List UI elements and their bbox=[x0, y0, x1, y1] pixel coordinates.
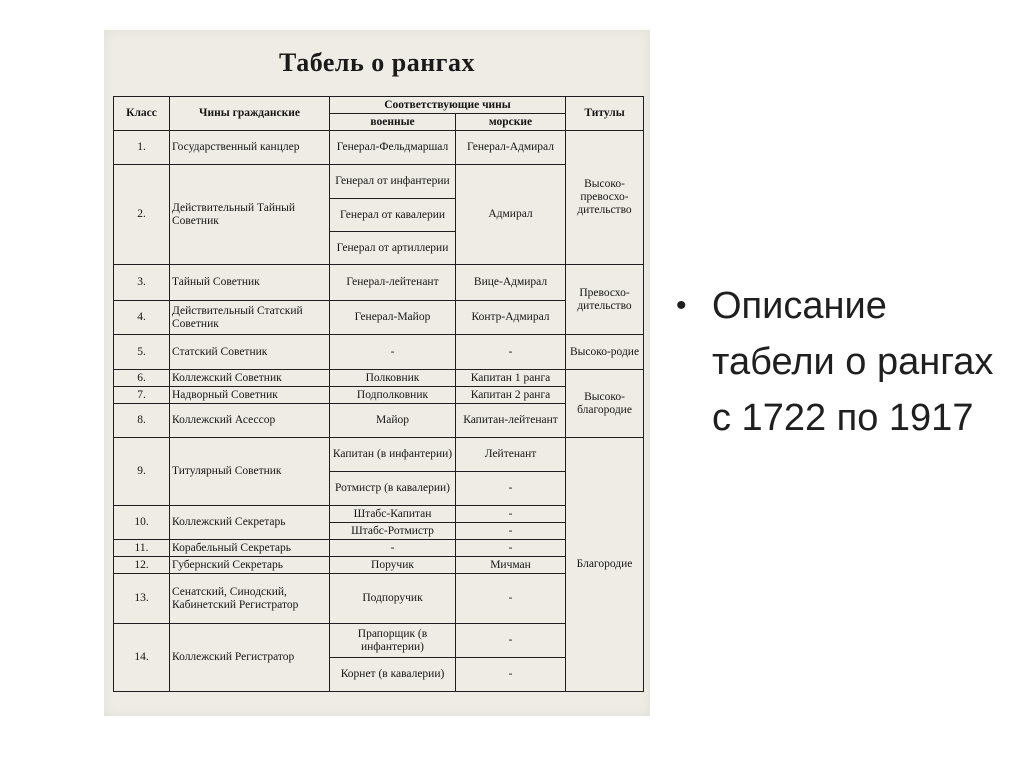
table-cell-klass: 12. bbox=[114, 557, 170, 574]
table-cell-civil: Сенатский, Синодский, Кабинетский Регистратор bbox=[170, 574, 330, 624]
table-cell-civil: Коллежский Советник bbox=[170, 370, 330, 387]
table-cell-civil: Коллежский Асессор bbox=[170, 404, 330, 438]
table-cell-military: Генерал от артиллерии bbox=[330, 232, 456, 265]
table-cell-klass: 2. bbox=[114, 165, 170, 265]
table-cell-klass: 5. bbox=[114, 335, 170, 370]
table-title: Табель о рангах bbox=[279, 48, 475, 77]
table-cell-naval: - bbox=[456, 523, 566, 540]
table-cell-military: - bbox=[330, 540, 456, 557]
title-cell: Высоко-родие bbox=[566, 335, 644, 370]
table-cell-military: Штабс-Капитан bbox=[330, 506, 456, 523]
header-military: военные bbox=[330, 114, 456, 131]
table-cell-klass: 6. bbox=[114, 370, 170, 387]
table-cell-naval: Генерал-Адмирал bbox=[456, 131, 566, 165]
table-cell-naval: - bbox=[456, 574, 566, 624]
table-cell-klass: 8. bbox=[114, 404, 170, 438]
table-cell-military: Генерал-Фельдмаршал bbox=[330, 131, 456, 165]
bullet-dot-icon: • bbox=[676, 289, 687, 322]
table-cell-military: Ротмистр (в кавалерии) bbox=[330, 472, 456, 506]
table-cell-naval: Контр-Адмирал bbox=[456, 301, 566, 335]
table-cell-military: Подпоручик bbox=[330, 574, 456, 624]
table-cell-naval: Мичман bbox=[456, 557, 566, 574]
table-cell-civil: Корабельный Секретарь bbox=[170, 540, 330, 557]
table-cell-military: Генерал-лейтенант bbox=[330, 265, 456, 301]
table-cell-civil: Надворный Советник bbox=[170, 387, 330, 404]
table-cell-klass: 4. bbox=[114, 301, 170, 335]
table-cell-military: Подполковник bbox=[330, 387, 456, 404]
table-cell-military: Корнет (в кавалерии) bbox=[330, 658, 456, 692]
header-klass: Класс bbox=[114, 97, 170, 131]
table-cell-military: Капитан (в инфантерии) bbox=[330, 438, 456, 472]
table-cell-naval: - bbox=[456, 506, 566, 523]
header-corresponding: Соответствующие чины bbox=[330, 97, 566, 114]
table-cell-klass: 1. bbox=[114, 131, 170, 165]
bullet-text: Описание табели о рангах с 1722 по 1917 bbox=[712, 285, 994, 439]
table-cell-military: Генерал от инфантерии bbox=[330, 165, 456, 199]
table-cell-civil: Губернский Секретарь bbox=[170, 557, 330, 574]
table-cell-civil: Действительный Статский Советник bbox=[170, 301, 330, 335]
table-cell-klass: 11. bbox=[114, 540, 170, 557]
table-cell-naval: - bbox=[456, 472, 566, 506]
table-cell-klass: 10. bbox=[114, 506, 170, 540]
table-cell-military: Полковник bbox=[330, 370, 456, 387]
title-cell: Высоко-превосхо-дительство bbox=[566, 131, 644, 265]
table-cell-naval: - bbox=[456, 540, 566, 557]
table-cell-naval: Лейтенант bbox=[456, 438, 566, 472]
table-cell-civil: Коллежский Регистратор bbox=[170, 624, 330, 692]
rank-table-scan bbox=[104, 30, 650, 716]
table-cell-military: Штабс-Ротмистр bbox=[330, 523, 456, 540]
title-cell: Превосхо-дительство bbox=[566, 265, 644, 335]
header-civil: Чины гражданские bbox=[170, 97, 330, 131]
table-cell-military: Генерал-Майор bbox=[330, 301, 456, 335]
table-cell-naval: Капитан 2 ранга bbox=[456, 387, 566, 404]
table-cell-civil: Титулярный Советник bbox=[170, 438, 330, 506]
table-cell-civil: Тайный Советник bbox=[170, 265, 330, 301]
table-cell-naval: - bbox=[456, 624, 566, 658]
title-cell: Благородие bbox=[566, 438, 644, 692]
table-cell-military: Прапорщик (в инфантерии) bbox=[330, 624, 456, 658]
table-cell-naval: - bbox=[456, 335, 566, 370]
header-titles: Титулы bbox=[566, 97, 644, 131]
table-cell-naval: Вице-Адмирал bbox=[456, 265, 566, 301]
rank-table bbox=[113, 96, 644, 692]
table-cell-civil: Государственный канцлер bbox=[170, 131, 330, 165]
table-cell-military: Майор bbox=[330, 404, 456, 438]
table-cell-civil: Коллежский Секретарь bbox=[170, 506, 330, 540]
table-cell-civil: Статский Советник bbox=[170, 335, 330, 370]
table-cell-klass: 3. bbox=[114, 265, 170, 301]
table-cell-military: Генерал от кавалерии bbox=[330, 199, 456, 232]
table-cell-military: - bbox=[330, 335, 456, 370]
header-naval: морские bbox=[456, 114, 566, 131]
table-cell-military: Поручик bbox=[330, 557, 456, 574]
table-cell-naval: Капитан 1 ранга bbox=[456, 370, 566, 387]
table-cell-klass: 9. bbox=[114, 438, 170, 506]
table-cell-naval: Капитан-лейтенант bbox=[456, 404, 566, 438]
table-cell-klass: 7. bbox=[114, 387, 170, 404]
title-cell: Высоко-благородие bbox=[566, 370, 644, 438]
table-cell-civil: Действительный Тайный Советник bbox=[170, 165, 330, 265]
table-cell-klass: 13. bbox=[114, 574, 170, 624]
table-cell-naval: - bbox=[456, 658, 566, 692]
table-cell-naval: Адмирал bbox=[456, 165, 566, 265]
table-cell-klass: 14. bbox=[114, 624, 170, 692]
